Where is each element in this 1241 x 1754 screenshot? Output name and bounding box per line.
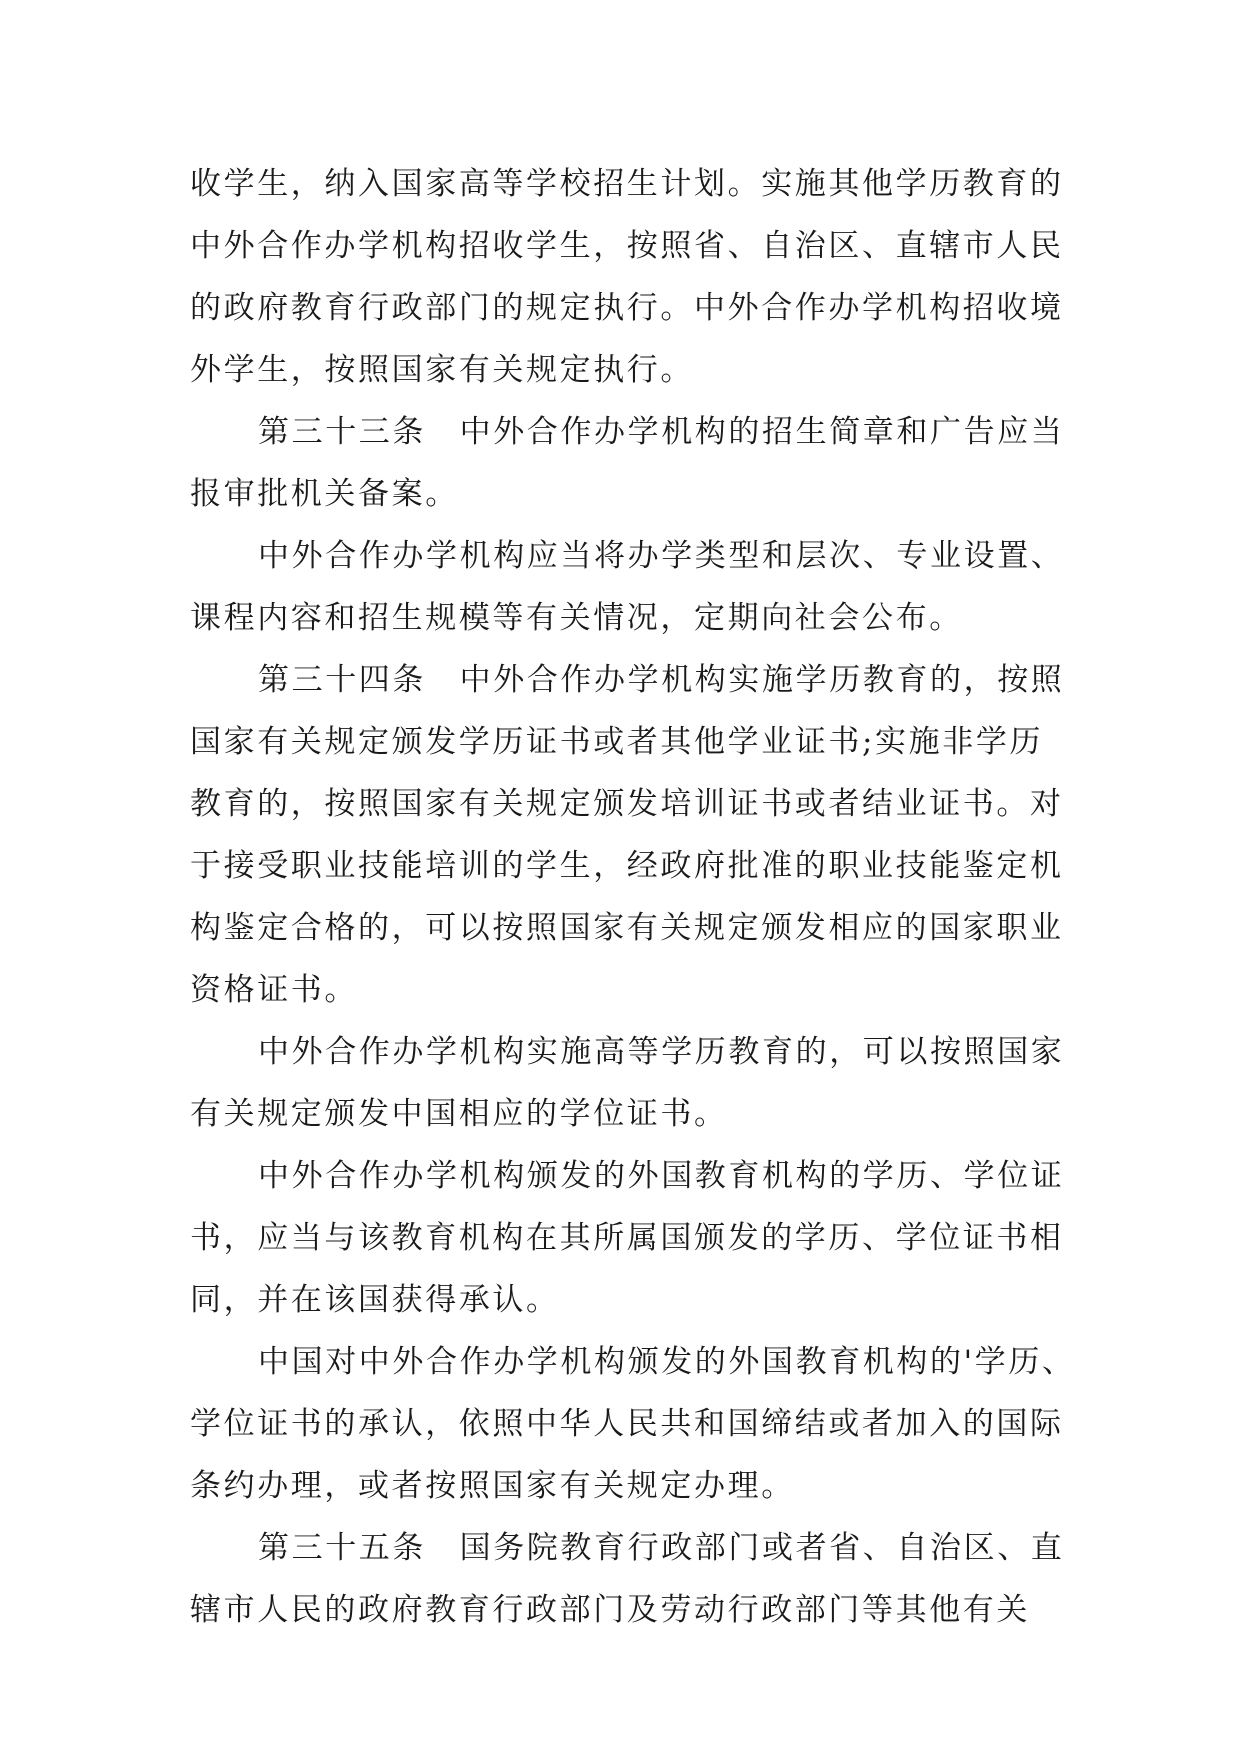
document-body — [190, 153, 1076, 1641]
text-line: 同，并在该国获得承认。 — [190, 1282, 560, 1318]
text-line: 学位证书的承认，依照中华人民共和国缔结或者加入的国际 — [190, 1406, 1064, 1442]
text-line: 条约办理，或者按照国家有关规定办理。 — [190, 1468, 795, 1504]
article-33-heading-line: 第三十三条 中外合作办学机构的招生简章和广告应当 — [258, 414, 1065, 450]
paragraph-start-line: 中外合作办学机构实施高等学历教育的，可以按照国家 — [258, 1034, 1065, 1070]
paragraph-start-line: 中外合作办学机构颁发的外国教育机构的学历、学位证 — [258, 1158, 1065, 1194]
paragraph-start-line: 中国对中外合作办学机构颁发的外国教育机构的'学历、 — [258, 1344, 1076, 1380]
text-line: 有关规定颁发中国相应的学位证书。 — [190, 1096, 728, 1132]
text-line: 报审批机关备案。 — [190, 476, 459, 512]
article-35-heading-line: 第三十五条 国务院教育行政部门或者省、自治区、直 — [258, 1530, 1065, 1566]
text-line: 辖市人民的政府教育行政部门及劳动行政部门等其他有关 — [190, 1592, 1030, 1628]
text-line: 外学生，按照国家有关规定执行。 — [190, 352, 694, 388]
text-line: 的政府教育行政部门的规定执行。中外合作办学机构招收境 — [190, 290, 1064, 326]
article-34-heading-line: 第三十四条 中外合作办学机构实施学历教育的，按照 — [258, 662, 1065, 698]
text-line: 书，应当与该教育机构在其所属国颁发的学历、学位证书相 — [190, 1220, 1064, 1256]
text-line: 国家有关规定颁发学历证书或者其他学业证书;实施非学历 — [190, 724, 1044, 760]
text-line: 收学生，纳入国家高等学校招生计划。实施其他学历教育的 — [190, 166, 1064, 202]
text-line: 中外合作办学机构招收学生，按照省、自治区、直辖市人民 — [190, 228, 1064, 264]
text-line: 构鉴定合格的，可以按照国家有关规定颁发相应的国家职业 — [190, 910, 1064, 946]
text-line: 教育的，按照国家有关规定颁发培训证书或者结业证书。对 — [190, 786, 1064, 822]
text-line: 课程内容和招生规模等有关情况，定期向社会公布。 — [190, 600, 963, 636]
text-line: 资格证书。 — [190, 972, 358, 1008]
text-line: 于接受职业技能培训的学生，经政府批准的职业技能鉴定机 — [190, 848, 1064, 884]
paragraph-start-line: 中外合作办学机构应当将办学类型和层次、专业设置、 — [258, 538, 1065, 574]
